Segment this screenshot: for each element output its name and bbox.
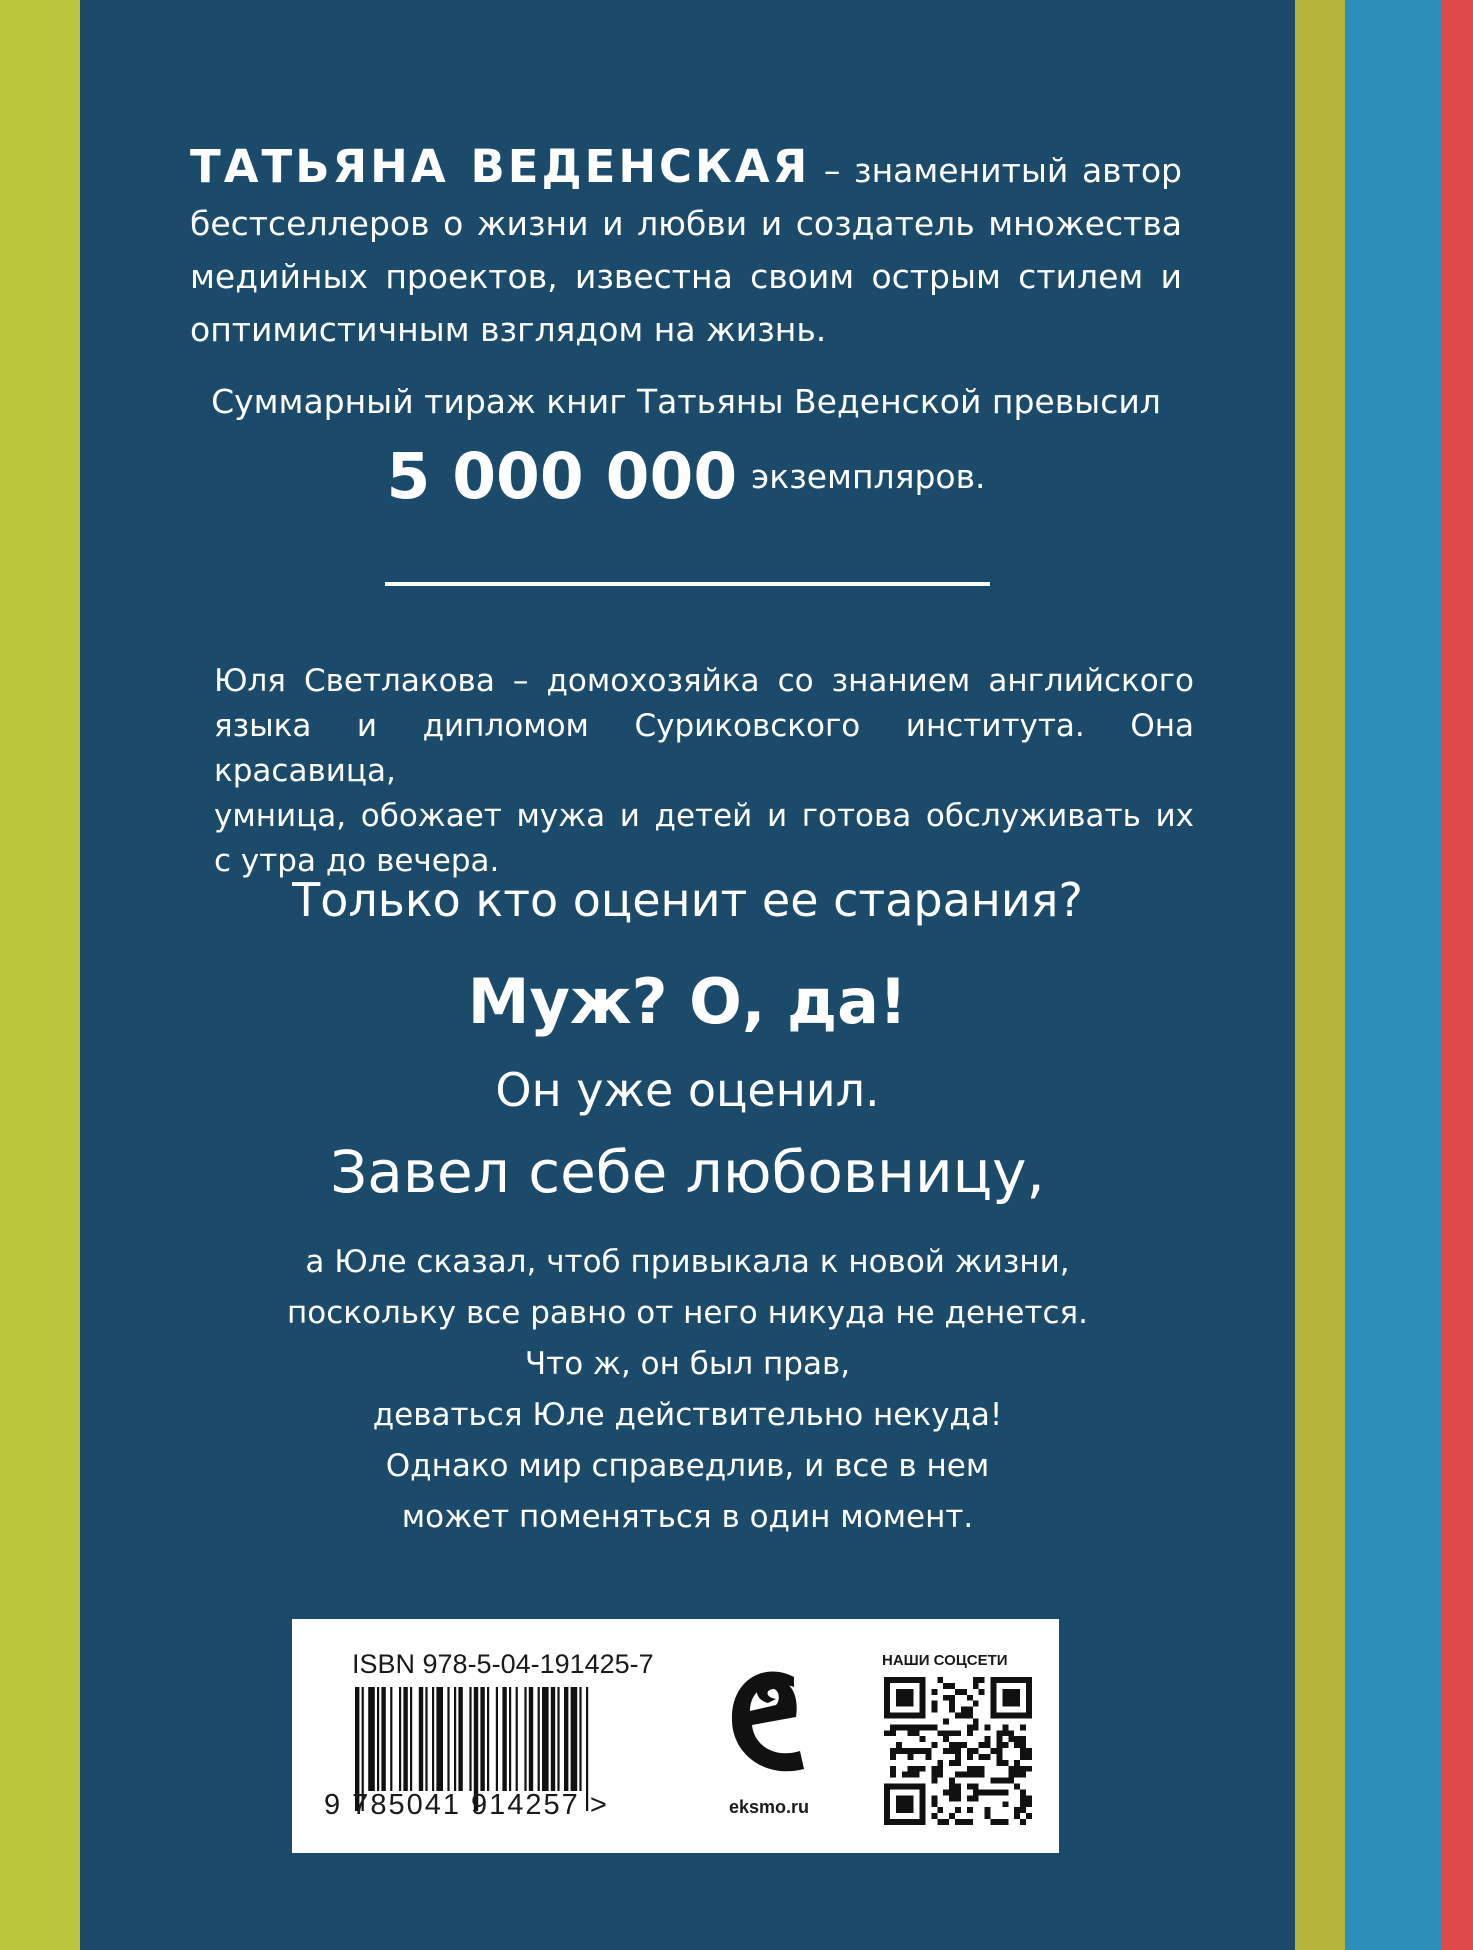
circulation-text: Суммарный тираж книг Татьяны Веденской превысил (211, 382, 1161, 421)
annotation-text (214, 659, 1194, 884)
story-line: деваться Юле действительно некуда! (372, 1397, 1003, 1433)
eksmo-logo-icon (724, 1659, 812, 1794)
story-line: а Юле сказал, чтоб привыкала к новой жизни, (305, 1244, 1070, 1280)
qr-code-icon (884, 1677, 1032, 1825)
left-color-stripe (0, 0, 80, 1950)
author-bio-line-1 (190, 140, 1182, 197)
annotation-line: языка и дипломом Суриковского института. Она красавица, (214, 708, 1194, 789)
author-bio-line-4: оптимистичным взглядом на жизнь. (190, 310, 827, 349)
annotation-line: умница, обожает мужа и детей и готова обслуживать их (214, 798, 1194, 834)
story-line: Однако мир справедлив, и все в нем (385, 1448, 990, 1484)
tagline-mistress: Завел себе любовницу, (330, 1138, 1045, 1206)
story-text (80, 1237, 1295, 1543)
social-label: НАШИ СОЦСЕТИ (882, 1652, 1008, 1669)
author-name: ТАТЬЯНА ВЕДЕНСКАЯ (190, 140, 811, 193)
section-divider (385, 582, 990, 586)
author-bio-line-2: бестселлеров о жизни и любви и создатель множества (190, 204, 1182, 243)
tagline-rated: Он уже оценил. (495, 1063, 880, 1117)
author-bio (190, 140, 1182, 356)
tagline-question: Только кто оценит ее старания? (292, 873, 1083, 927)
spine-stripe-green (1295, 0, 1345, 1950)
publisher-site: eksmo.ru (728, 1797, 810, 1817)
story-line: поскольку все равно от него никуда не денется. (287, 1295, 1088, 1331)
imprint-box (292, 1619, 1059, 1853)
tagline-husband: Муж? О, да! (467, 965, 908, 1038)
annotation-line: Юля Светлакова – домохозяйка со знанием английского (214, 663, 1194, 699)
circulation-unit: экземпляров. (751, 457, 986, 496)
circulation-number-row (190, 440, 1182, 513)
author-bio-line-3: медийных проектов, известна своим острым стилем и (190, 257, 1182, 296)
annotation-line: с утра до вечера. (214, 843, 500, 879)
spine-stripe-blue (1345, 0, 1442, 1950)
story-line: Что ж, он был прав, (524, 1346, 851, 1382)
author-bio-line-1-rest: – знаменитый автор (823, 151, 1182, 190)
spine-stripe-red (1442, 0, 1473, 1950)
isbn-label: ISBN 978-5-04-191425-7 (352, 1649, 654, 1679)
barcode-digits: 9 785041 914257 > (324, 1789, 609, 1821)
story-line: может поменяться в один момент. (401, 1499, 974, 1535)
circulation-number: 5 000 000 (386, 440, 738, 513)
